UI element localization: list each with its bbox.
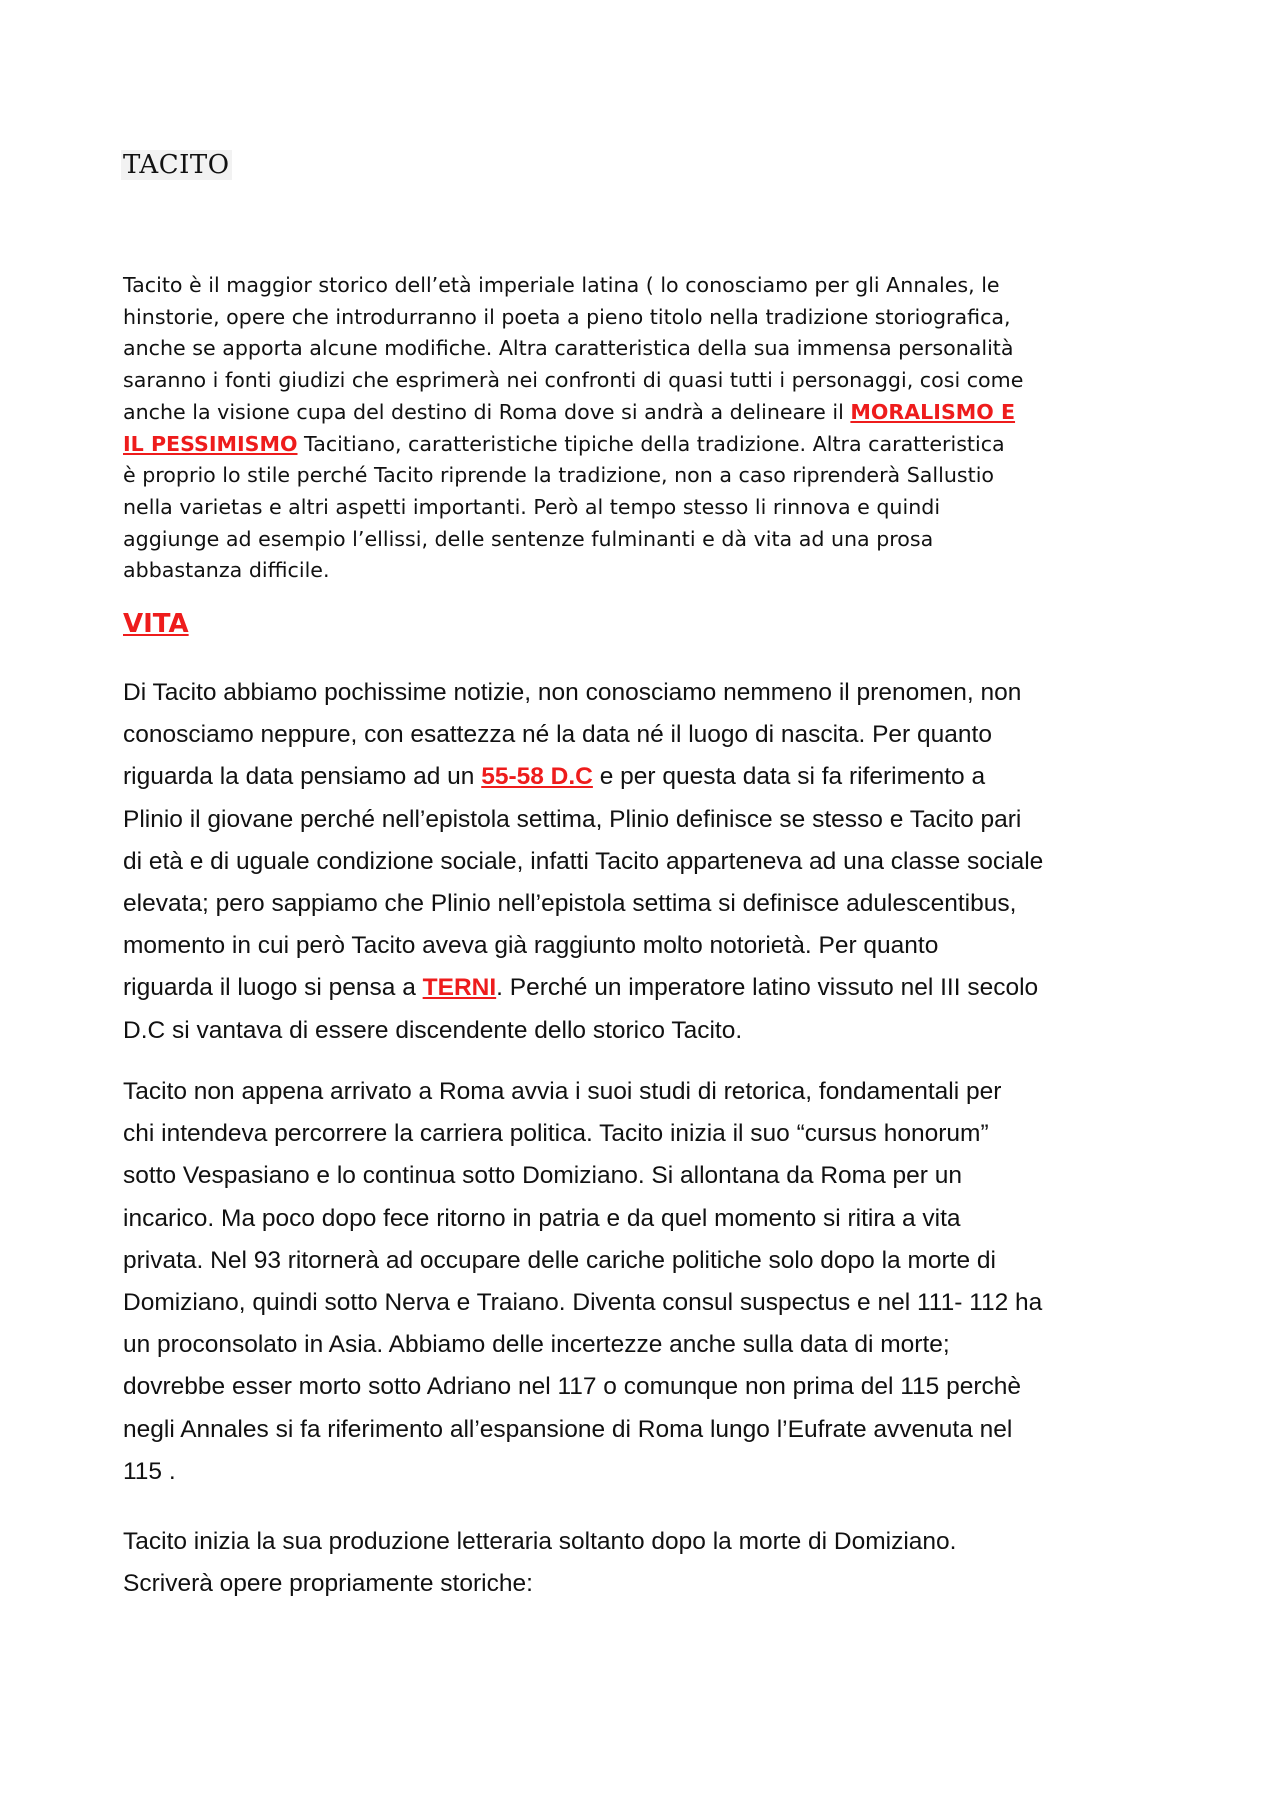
- text-line: Scriverà opere propriamente storiche:: [123, 1570, 533, 1598]
- text-line: di età e di uguale condizione sociale, infatti Tacito apparteneva ad una classe sociale: [123, 847, 1044, 875]
- text-line: chi intendeva percorrere la carriera politica. Tacito inizia il suo “cursus honorum”: [123, 1120, 989, 1148]
- text-line: aggiunge ad esempio l’ellissi, delle sentenze fulminanti e dà vita ad una prosa: [123, 526, 934, 551]
- text-fragment: riguarda la data pensiamo ad un: [123, 763, 482, 791]
- text-line: Tacito è il maggior storico dell’età imperiale latina ( lo conosciamo per gli Annales, le: [123, 273, 1000, 297]
- text-line: nella varietas e altri aspetti importanti. Però al tempo stesso li rinnova e quindi: [123, 494, 941, 519]
- text-line: dovrebbe esser morto sotto Adriano nel 117 o comunque non prima del 115 perchè: [123, 1373, 1021, 1401]
- vita-paragraph-1: [123, 672, 1183, 1052]
- text-line: momento in cui però Tacito aveva già raggiunto molto notorietà. Per quanto: [123, 932, 939, 960]
- text-fragment: Tacitiano, caratteristiche tipiche della tradizione. Altra caratteristica: [297, 431, 1005, 456]
- text-line: un proconsolato in Asia. Abbiamo delle incertezze anche sulla data di morte;: [123, 1331, 950, 1359]
- text-line: è proprio lo stile perché Tacito riprende la tradizione, non a caso riprenderà Sallustio: [123, 463, 995, 488]
- text-fragment: riguarda il luogo si pensa a: [123, 974, 423, 1002]
- text-line: conosciamo neppure, con esattezza né la data né il luogo di nascita. Per quanto: [123, 721, 992, 749]
- text-line: saranno i fonti giudizi che esprimerà nei confronti di quasi tutti i personaggi, cosi come: [123, 368, 1024, 393]
- text-line: [123, 756, 1183, 798]
- text-line: [123, 397, 1183, 429]
- text-line: D.C si vantava di essere discendente dello storico Tacito.: [123, 1016, 743, 1044]
- vita-paragraph-2: [123, 1071, 1183, 1493]
- text-line: sotto Vespasiano e lo continua sotto Domiziano. Si allontana da Roma per un: [123, 1162, 962, 1190]
- text-line: elevata; pero sappiamo che Plinio nell’epistola settima si definisce adulescentibus,: [123, 890, 1017, 918]
- text-fragment: . Perché un imperatore latino vissuto nel III secolo: [496, 974, 1039, 1002]
- text-line: anche se apporta alcune modifiche. Altra caratteristica della sua immensa personalità: [123, 336, 1014, 361]
- highlight-pessimismo: IL PESSIMISMO: [123, 431, 298, 456]
- text-fragment: e per questa data si fa riferimento a: [592, 763, 986, 791]
- vita-paragraph-3: [123, 1521, 1183, 1605]
- highlight-date: 55-58 D.C: [481, 763, 593, 791]
- text-line: privata. Nel 93 ritornerà ad occupare delle cariche politiche solo dopo la morte di: [123, 1246, 996, 1274]
- text-line: [123, 967, 1183, 1009]
- text-line: abbastanza difficile.: [123, 558, 330, 583]
- text-fragment: anche la visione cupa del destino di Roma dove si andrà a delineare il: [123, 399, 851, 424]
- section-heading-vita: VITA: [123, 609, 189, 639]
- text-line: Plinio il giovane perché nell’epistola settima, Plinio definisce se stesso e Tacito pari: [123, 805, 1022, 833]
- text-line: hinstorie, opere che introdurranno il poeta a pieno titolo nella tradizione storiografica,: [123, 304, 1011, 329]
- highlight-moralismo: MORALISMO E: [850, 399, 1016, 424]
- document-title: TACITO: [123, 150, 230, 180]
- text-line: [123, 429, 1183, 461]
- intro-paragraph: [123, 270, 1183, 587]
- text-line: Tacito inizia la sua produzione letteraria soltanto dopo la morte di Domiziano.: [123, 1528, 957, 1555]
- text-line: Di Tacito abbiamo pochissime notizie, non conosciamo nemmeno il prenomen, non: [123, 679, 1022, 706]
- text-line: Domiziano, quindi sotto Nerva e Traiano. Diventa consul suspectus e nel 111- 112 ha: [123, 1289, 1043, 1317]
- text-line: incarico. Ma poco dopo fece ritorno in patria e da quel momento si ritira a vita: [123, 1204, 961, 1232]
- text-line: 115 .: [123, 1457, 176, 1485]
- text-line: Tacito non appena arrivato a Roma avvia i suoi studi di retorica, fondamentali per: [123, 1078, 1002, 1105]
- highlight-place: TERNI: [422, 974, 497, 1002]
- text-line: negli Annales si fa riferimento all’espansione di Roma lungo l’Eufrate avvenuta nel: [123, 1415, 1013, 1443]
